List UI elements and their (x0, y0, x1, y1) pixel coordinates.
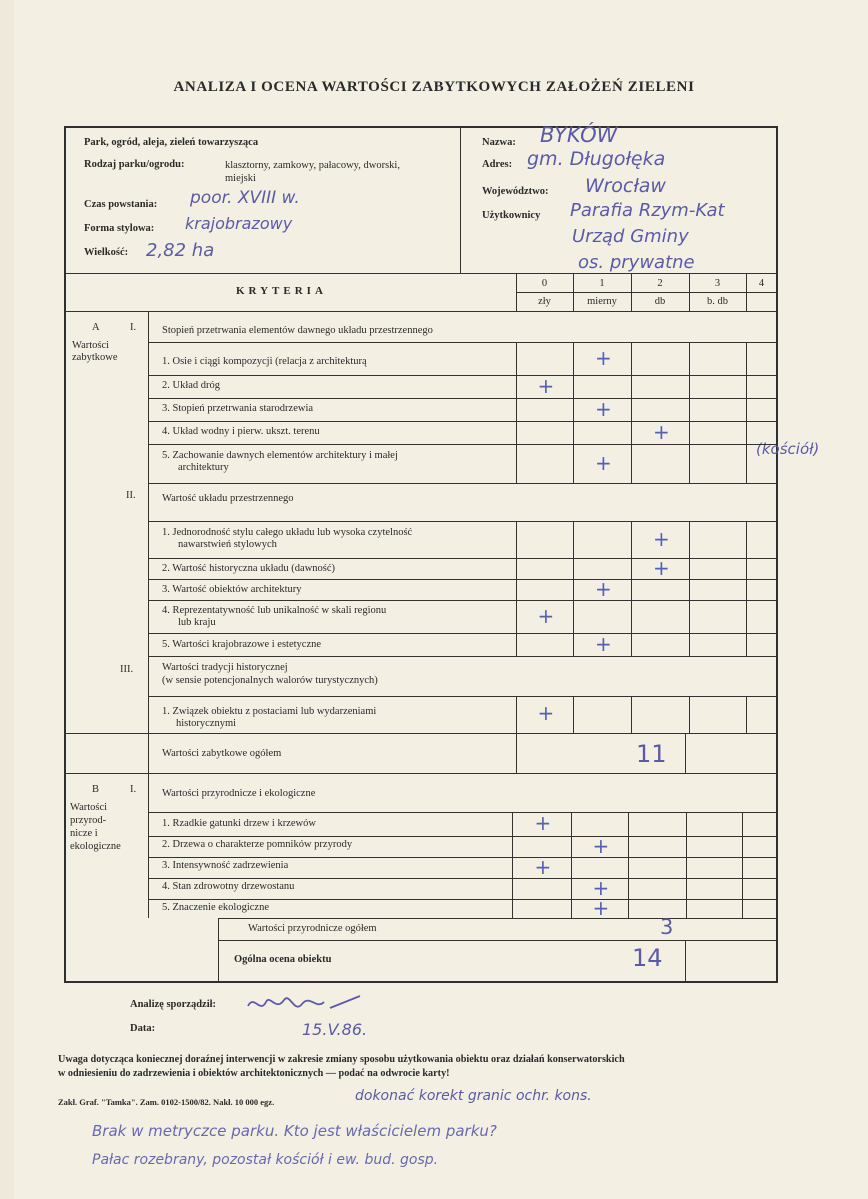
b-total-label: Wartości przyrodnicze ogółem (248, 923, 377, 934)
a3-bottom (65, 733, 777, 734)
a3-title-2: (w sensie potencjonalnych walorów turystycznych) (162, 675, 378, 686)
section-b-letter: B (92, 784, 100, 795)
a2-row-line-2 (148, 579, 777, 580)
a1-title-bottom (148, 342, 777, 343)
a3-col-line-1 (573, 696, 574, 733)
a2-item-1: nawarstwień stylowych (178, 539, 277, 550)
score-1: 1 (599, 278, 605, 289)
overall-value: 14 (632, 944, 663, 972)
a1-col-line-4 (746, 342, 747, 483)
a2-col-line-2 (631, 521, 632, 656)
b-row-line-2 (148, 857, 777, 858)
size-label: Wielkość: (84, 247, 129, 258)
header-divider (460, 127, 461, 273)
a2-item-2: 2. Wartość historyczna układu (dawność) (162, 563, 336, 574)
a1-item-5: architektury (178, 462, 229, 473)
b-total-bottom (218, 940, 777, 941)
name-label: Nazwa: (482, 137, 516, 148)
b-row-line-3 (148, 878, 777, 879)
score-label-3: b. db (707, 296, 728, 307)
section-b-desc-4: ekologiczne (70, 841, 121, 852)
a1-item-0: 1. Osie i ciągi kompozycji (relacja z architekturą (162, 356, 367, 367)
name-value: BYKÓW (540, 123, 618, 147)
a2-mark-3: + (537, 603, 555, 628)
score-header-divider (516, 292, 777, 293)
a1-mark-2: + (595, 396, 612, 421)
section-b-desc-1: Wartości (70, 802, 108, 813)
printer-info: Zakł. Graf. "Tamka". Zam. 0102-1500/82. Nakł. 10 000 egz. (58, 1097, 275, 1107)
score-label-0: zły (538, 296, 551, 307)
created-value: poor. XVIII w. (190, 188, 300, 208)
b-item-3: 4. Stan zdrowotny drzewostanu (162, 881, 295, 892)
created-label: Czas powstania: (84, 199, 158, 210)
park-kind-options-1: klasztorny, zamkowy, pałacowy, dworski, (225, 160, 400, 171)
a2-col-line-4 (746, 521, 747, 656)
score-2: 2 (657, 278, 663, 289)
a1-col-line-2 (631, 342, 632, 483)
b-title: Wartości przyrodnicze i ekologiczne (162, 788, 316, 799)
style-value: krajobrazowy (185, 214, 293, 233)
a1-item-3: 4. Układ wodny i pierw. ukszt. terenu (162, 426, 320, 437)
a1-col-line-1 (573, 342, 574, 483)
section-a-letter: A (92, 322, 100, 333)
a1-row-line-2 (148, 398, 777, 399)
park-type-label: Park, ogród, aleja, zieleń towarzysząca (84, 137, 259, 148)
a-total-col-line-2 (685, 733, 686, 773)
prepared-label: Analizę sporządził: (130, 999, 217, 1010)
b-item-0: 1. Rzadkie gatunki drzew i krzewów (162, 818, 316, 829)
b-item-4: 5. Znaczenie ekologiczne (162, 902, 269, 913)
b-col-line-0 (512, 812, 513, 918)
handwritten-note-2: Brak w metryczce parku. Kto jest właścicielem parku? (92, 1122, 497, 1140)
a3-title-bottom (148, 696, 777, 697)
b-col-line-3 (686, 812, 687, 918)
a1-bottom (148, 483, 777, 484)
a1-item-2: 3. Stopień przetrwania starodrzewia (162, 403, 314, 414)
criteria-label: KRYTERIA (236, 285, 327, 297)
b-mark-3: + (592, 875, 610, 900)
score-label-2: db (654, 296, 666, 307)
a2-col-line-1 (573, 521, 574, 656)
b-col-line-2 (628, 812, 629, 918)
a2-item-4: 4. Reprezentatywność lub unikalność w skali regionu (162, 605, 387, 616)
date-value: 15.V.86. (302, 1020, 368, 1039)
b-item-1: 2. Drzewa o charakterze pomników przyrody (162, 839, 353, 850)
a3-title-1: Wartości tradycji historycznej (162, 662, 288, 673)
section-b-desc-3: nicze i (70, 828, 98, 839)
signature (240, 988, 380, 1018)
b-row-line-1 (148, 836, 777, 837)
voivodeship-label: Województwo: (482, 186, 549, 197)
note-line-1: Uwaga dotycząca koniecznej doraźnej interwencji w zakresie zmiany sposobu użytkowania obiektu oraz działań konserwatorskich (58, 1054, 625, 1065)
users-value-1: Parafia Rzym-Kat (570, 200, 725, 221)
section-a-desc: Wartości zabytkowe (72, 340, 118, 363)
side-note: (kościół) (756, 440, 820, 458)
note-line-2: w odniesieniu do zadrzewienia i obiektów architektonicznych — podać na odwrocie karty! (58, 1068, 450, 1079)
b-item-2: 3. Intensywność zadrzewienia (162, 860, 289, 871)
a2-mark-0: + (653, 526, 670, 551)
a1-item-4: 5. Zachowanie dawnych elementów architektury i małej (162, 450, 398, 461)
a3-col-line-0 (516, 696, 517, 733)
section-b-roman: I. (130, 784, 137, 795)
a2-bottom (148, 656, 777, 657)
a1-mark-0: + (595, 345, 612, 370)
a1-col-line-3 (689, 342, 690, 483)
a3-mark-0: + (537, 701, 555, 725)
section-a-roman-2: II. (126, 490, 136, 501)
a1-col-line-0 (516, 342, 517, 483)
section-a-bottom (65, 773, 777, 774)
b-mark-0: + (534, 811, 552, 835)
a2-item-0: 1. Jednorodność stylu całego układu lub wysoka czytelność (162, 527, 413, 538)
users-label: Użytkownicy (482, 210, 541, 221)
a2-title: Wartość układu przestrzennego (162, 493, 294, 504)
b-row-line-4 (148, 899, 777, 900)
b-col-line-4 (742, 812, 743, 918)
a1-row-line-3 (148, 421, 777, 422)
a1-mark-1: + (537, 373, 555, 398)
address-label: Adres: (482, 159, 513, 170)
a1-row-line-1 (148, 375, 777, 376)
a1-mark-3: + (653, 419, 670, 444)
header-bottom-line (65, 273, 777, 274)
a2-col-line-0 (516, 521, 517, 656)
score-4: 4 (758, 278, 765, 289)
a2-mark-2: + (595, 576, 612, 601)
overall-value-divider (685, 940, 686, 983)
section-b-left-divider (148, 773, 149, 918)
a3-col-line-3 (689, 696, 690, 733)
a2-title-bottom (148, 521, 777, 522)
style-label: Forma stylowa: (84, 223, 155, 234)
a2-item-5: lub kraju (178, 617, 216, 628)
address-value: gm. Długołęka (527, 148, 666, 170)
park-kind-options-2: miejski (225, 173, 256, 184)
a1-row-line-4 (148, 444, 777, 445)
b-mark-1: + (592, 833, 610, 858)
totals-left-divider (218, 918, 219, 983)
section-a-roman-3: III. (120, 664, 134, 675)
a2-mark-4: + (595, 631, 612, 656)
b-title-bottom (148, 812, 777, 813)
a2-item-6: 5. Wartości krajobrazowe i estetyczne (162, 639, 322, 650)
overall-label: Ogólna ocena obiektu (234, 954, 332, 965)
b-mark-4: + (592, 895, 610, 920)
a3-col-line-4 (746, 696, 747, 733)
b-mark-2: + (534, 854, 552, 879)
b-col-line-1 (571, 812, 572, 918)
size-value: 2,82 ha (146, 240, 215, 261)
park-kind-label: Rodzaj parku/ogrodu: (84, 159, 185, 170)
a2-item-3: 3. Wartość obiektów architektury (162, 584, 302, 595)
section-a-left-divider (148, 311, 149, 773)
a1-mark-4: + (595, 450, 612, 475)
b-bottom (218, 918, 777, 919)
b-total-value: 3 (660, 915, 674, 939)
date-label: Data: (130, 1023, 156, 1034)
a-total-value: 11 (636, 740, 667, 768)
section-a-roman-1: I. (130, 322, 137, 333)
a1-item-1: 2. Układ dróg (162, 380, 221, 391)
criteria-bottom-line (65, 311, 777, 312)
handwritten-note-1: dokonać korekt granic ochr. kons. (355, 1088, 592, 1104)
a2-col-line-3 (689, 521, 690, 656)
score-3: 3 (714, 278, 721, 289)
handwritten-note-3: Pałac rozebrany, pozostał kościół i ew. bud. gosp. (92, 1152, 439, 1168)
a3-item-1-cont: historycznymi (176, 718, 237, 729)
a2-row-line-1 (148, 558, 777, 559)
voivodeship-value: Wrocław (585, 175, 666, 197)
users-value-3: os. prywatne (578, 252, 695, 273)
a2-mark-1: + (653, 555, 670, 580)
a-total-label: Wartości zabytkowe ogółem (162, 748, 282, 759)
a2-row-line-4 (148, 633, 777, 634)
a3-col-line-2 (631, 696, 632, 733)
a3-item-1: 1. Związek obiektu z postaciami lub wydarzeniami (162, 706, 377, 717)
a2-row-line-3 (148, 600, 777, 601)
users-value-2: Urząd Gminy (572, 226, 689, 247)
score-0: 0 (541, 278, 548, 289)
a1-title: Stopień przetrwania elementów dawnego układu przestrzennego (162, 325, 433, 336)
a-total-col-line (516, 733, 517, 773)
score-label-1: mierny (587, 296, 617, 307)
page-title: ANALIZA I OCENA WARTOŚCI ZABYTKOWYCH ZAŁOŻEŃ ZIELENI (173, 79, 695, 95)
section-b-desc-2: przyrod- (70, 815, 107, 826)
